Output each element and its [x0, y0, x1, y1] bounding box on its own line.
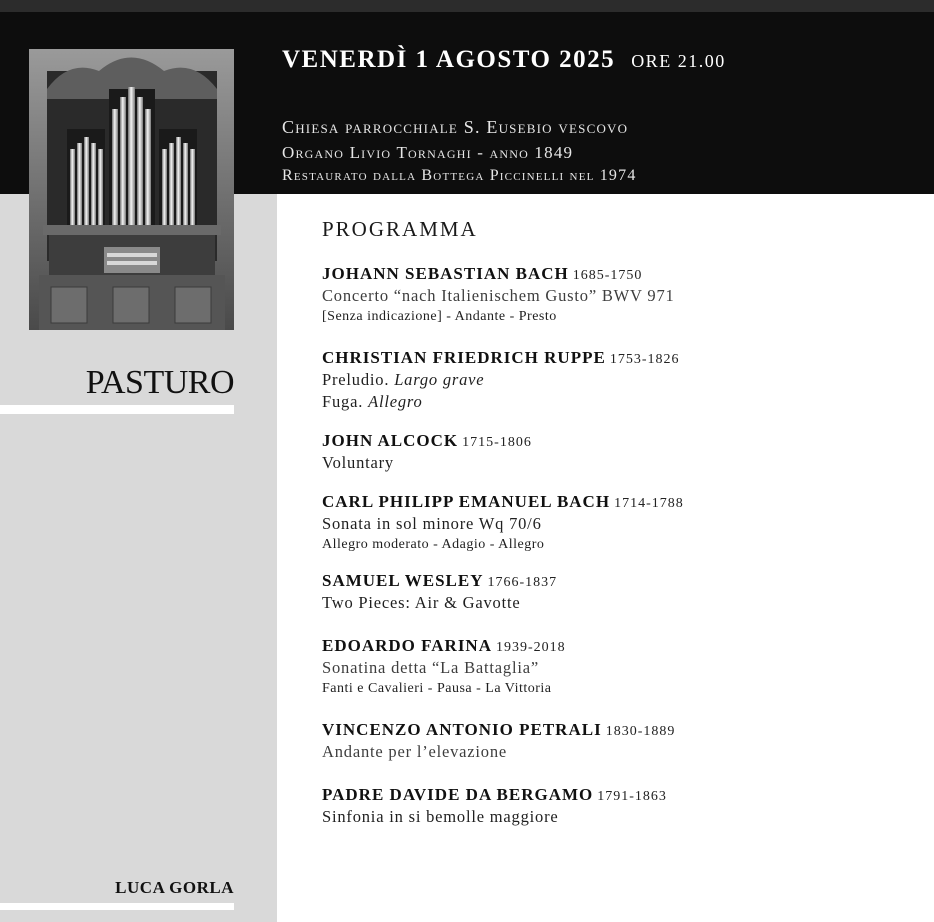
composer-years: 1685-1750 [572, 268, 643, 283]
work-title: Sonata in sol minore Wq 70/6 [322, 514, 542, 533]
location-underline [0, 405, 234, 414]
program-item [322, 431, 532, 473]
composer-years: 1939-2018 [496, 640, 566, 655]
work-title: Sonatina detta “La Battaglia” [322, 658, 539, 677]
composer-years: 1714-1788 [614, 496, 684, 511]
work-title-1: Preludio. [322, 370, 390, 389]
work-tempo-2: Allegro [368, 392, 423, 411]
work-title [322, 392, 679, 412]
performer-underline [0, 903, 234, 910]
program-item [322, 636, 566, 697]
composer-name: PADRE DAVIDE DA BERGAMO [322, 785, 594, 804]
venue-organ: Organo Livio Tornaghi - anno 1849 [282, 143, 574, 162]
composer-name: CARL PHILIPP EMANUEL BACH [322, 492, 611, 511]
program-item [322, 492, 684, 553]
composer-years: 1753-1826 [609, 352, 680, 367]
program-title: PROGRAMMA [322, 217, 478, 241]
performer-name: LUCA GORLA [115, 878, 234, 897]
work-movements: Fanti e Cavalieri - Pausa - La Vittoria [322, 681, 552, 696]
work-title: Andante per l’elevazione [322, 742, 508, 761]
composer-name: CHRISTIAN FRIEDRICH RUPPE [322, 348, 606, 367]
composer-name: SAMUEL WESLEY [322, 571, 484, 590]
event-date-line [282, 46, 726, 74]
location-name: PASTURO [85, 364, 234, 401]
work-movements: [Senza indicazione] - Andante - Presto [322, 309, 557, 324]
top-strip [0, 0, 934, 12]
composer-years: 1791-1863 [597, 789, 667, 804]
composer-name: JOHANN SEBASTIAN BACH [322, 264, 569, 283]
composer-name: JOHN ALCOCK [322, 431, 459, 450]
work-title: Voluntary [322, 453, 394, 472]
program-item [322, 264, 675, 325]
work-title: Concerto “nach Italienischem Gusto” BWV 971 [322, 286, 675, 305]
composer-years: 1830-1889 [605, 724, 676, 739]
organ-photo [29, 49, 234, 330]
work-movements: Allegro moderato - Adagio - Allegro [322, 537, 545, 552]
composer-years: 1766-1837 [487, 575, 558, 590]
event-time: ORE 21.00 [631, 51, 726, 71]
work-title: Two Pieces: Air & Gavotte [322, 593, 521, 612]
program-item [322, 571, 557, 613]
composer-years: 1715-1806 [462, 435, 532, 450]
work-tempo-1: Largo grave [394, 370, 485, 389]
venue-restoration: Restaurato dalla Bottega Piccinelli nel 1974 [282, 167, 637, 184]
work-title: Sinfonia in si bemolle maggiore [322, 807, 559, 826]
event-date: VENERDÌ 1 AGOSTO 2025 [282, 46, 616, 73]
work-title [322, 370, 679, 390]
composer-name: EDOARDO FARINA [322, 636, 492, 655]
work-title-2: Fuga. [322, 392, 364, 411]
program-item [322, 348, 679, 412]
venue-church: Chiesa parrocchiale S. Eusebio vescovo [282, 117, 629, 137]
program-item [322, 785, 667, 827]
program-item [322, 720, 675, 762]
composer-name: VINCENZO ANTONIO PETRALI [322, 720, 602, 739]
